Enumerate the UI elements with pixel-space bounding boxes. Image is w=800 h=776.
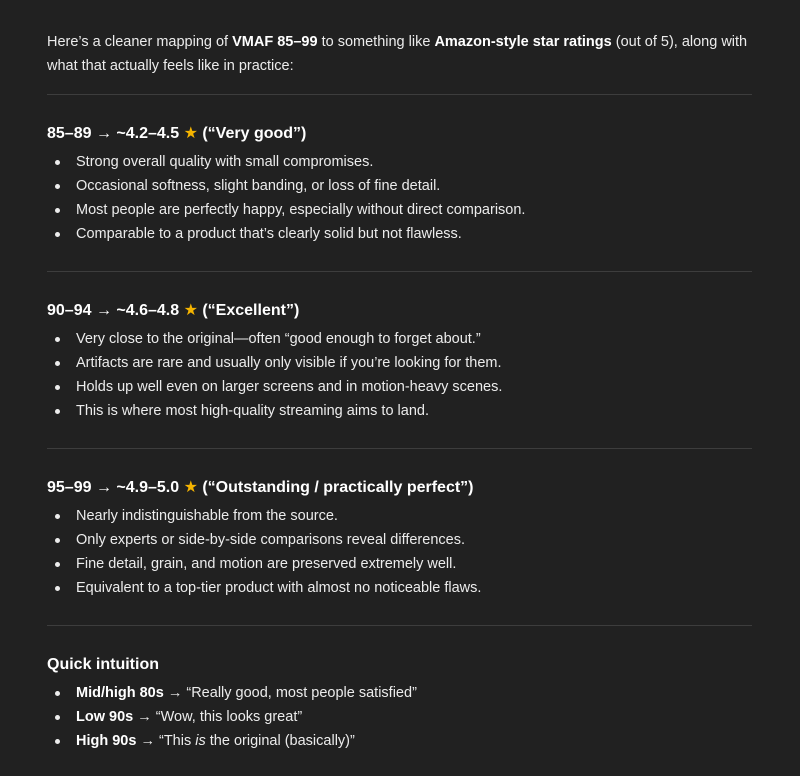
list-item: Strong overall quality with small compromises. [47,150,752,174]
list-item: Comparable to a product that’s clearly solid but not flawless. [47,222,752,246]
intro-text: Here’s a cleaner mapping of [47,34,233,50]
intro-bold-vmaf: VMAF 85–99 [232,34,318,50]
message-content [47,0,752,753]
list-item: Only experts or side-by-side comparisons reveal differences. [47,528,752,552]
section-95-99 [47,449,752,504]
list-item: Equivalent to a top-tier product with almost no noticeable flaws. [47,576,752,600]
list-item: Holds up well even on larger screens and in motion-heavy scenes. [47,375,752,399]
list-item: This is where most high-quality streaming aims to land. [47,399,752,423]
section-heading: 85–89 → ~4.2–4.5 ★ (“Very good”) [47,125,307,142]
list-item: Mid/high 80s → “Really good, most people satisfied” [47,681,752,705]
intro-text: (out of 5), along with what that actually feels like in practice: [47,34,748,74]
section-heading: Quick intuition [47,656,159,673]
bullet-list [47,327,752,423]
list-item: Low 90s → “Wow, this looks great” [47,705,752,729]
list-item: Nearly indistinguishable from the source. [47,504,752,528]
section-heading: 95–99 → ~4.9–5.0 ★ (“Outstanding / practically perfect”) [47,479,474,496]
bullet-list [47,150,752,246]
list-item: Most people are perfectly happy, especially without direct comparison. [47,198,752,222]
intro-text: to something like [317,34,435,50]
section-quick-intuition [47,626,752,681]
star-icon: ★ [183,479,198,496]
list-item: Artifacts are rare and usually only visible if you’re looking for them. [47,351,752,375]
star-icon: ★ [183,302,198,319]
section-heading: 90–94 → ~4.6–4.8 ★ (“Excellent”) [47,302,300,319]
intro-paragraph [47,30,752,78]
bullet-list [47,681,752,753]
section-90-94 [47,272,752,327]
bullet-list [47,504,752,600]
intro-bold-amazon: Amazon-style star ratings [434,34,612,50]
star-icon: ★ [183,125,198,142]
list-item: Very close to the original—often “good enough to forget about.” [47,327,752,351]
list-item: Fine detail, grain, and motion are preserved extremely well. [47,552,752,576]
list-item: Occasional softness, slight banding, or loss of fine detail. [47,174,752,198]
list-item: High 90s → “This is the original (basically)” [47,729,752,753]
section-85-89 [47,95,752,150]
